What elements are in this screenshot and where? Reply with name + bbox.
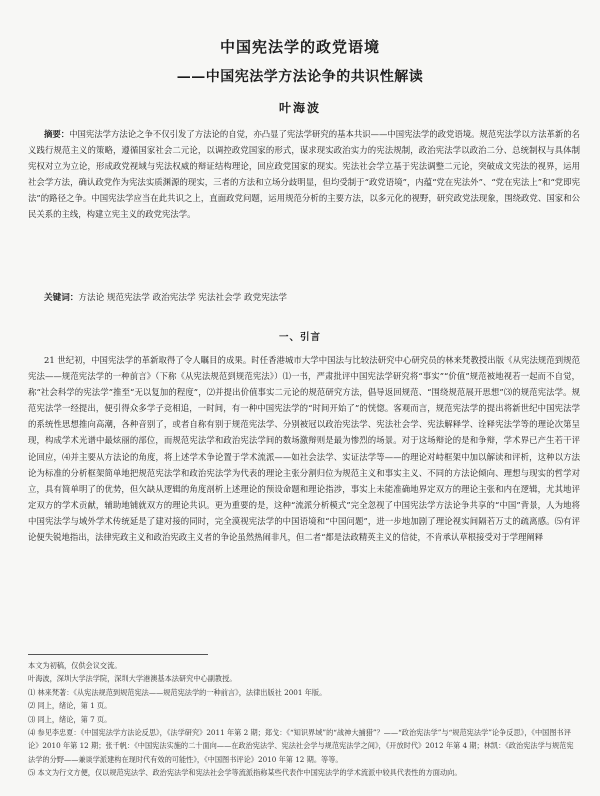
keywords-line <box>44 290 584 306</box>
footnote-item: ⑷ 参见李忠夏：《中国宪法学方法论反思》，《法学研究》2011 年第 2 期；郑戈：《“知识界域”的“战神大捕猎”？——“政治宪法学”与“规范宪法学”论争反思》，《中国图书评论》2010 年第 12 期；张千帆：《中国宪法实施的二十面向——在政治宪法学、宪法社会学与规范宪法学之间》，《开放时代》2012 年第 4 期；林凯：《政治宪法学与规范宪法学的分野——兼谈学派建构在现时代有效的可能性》，《中国图书评论》2010 年第 12 期。等等。 <box>28 728 574 764</box>
page-title: 中国宪法学的政党语境 <box>219 38 380 56</box>
keywords-text: 方法论 规范宪法学 政治宪法学 宪法社会学 政党宪法学 <box>78 293 287 303</box>
footnote-item: 叶海波，深圳大学法学院，深圳大学港澳基本法研究中心副教授。 <box>28 674 237 684</box>
footnote-item: ⑵ 同上，绪论，第 1 页。 <box>28 701 112 711</box>
footnote-divider <box>28 654 208 655</box>
keywords-label: 关键词： <box>44 293 79 303</box>
abstract-paragraph <box>28 126 580 222</box>
abstract-text: 中国宪法学方法论之争不仅引发了方法论的自觉，亦凸显了宪法学研究的基本共识——中国宪法学的政党语境。规范宪法学以方法革新的名义践行规范主义的策略，遵循国家社会二元论，以调控政党国家的形式，谋求现实政治实力的宪法规制，政治宪法学以政治二分、总统制权与具体制宪权对立为立论，形成政党视域与宪法权威的辩证结构理论，回应政党国家的现实。宪法社会学立基于宪法调整二元论，突破成文宪法的视界，运用社会学方法，确认政党作为宪法实质渊源的现实，三者的方法和立场分歧明显，但均受制于“政党语境”，内蕴“党在宪法外”、“党在宪法上”和“党即宪法”的路径之争。中国宪法学应当在此共识之上，直面政党问题，运用规范分析的主要方法，以多元化的视野，研究政党法现象，围绕政党、国家和公民关系的主线，构建立宪主义的政党宪法学。 <box>28 129 580 219</box>
page-subtitle: ——中国宪法学方法论争的共识性解读 <box>176 69 424 85</box>
footnote-item: ⑴ 林来梵著：《从宪法规范到规范宪法——规范宪法学的一种前言》，法律出版社 2001 年版。 <box>28 687 327 697</box>
footnote-item: ⑸ 本文为行文方便，仅以规范宪法学、政治宪法学和宪法社会学等流派指称某些代表作中国宪法学的学术流派中较具代表性的方面动向。 <box>28 768 462 778</box>
footnote-item: 本文为初稿，仅供会议交流。 <box>28 661 122 670</box>
section-heading: 一、引言 <box>278 332 321 343</box>
footnote-item: ⑶ 同上，绪论，第 7 页。 <box>28 714 112 724</box>
body-paragraph: 21 世纪初，中国宪法学的革新取得了令人瞩目的成果。时任香港城市大学中国法与比较法研究中心研究员的林来梵教授出版《从宪法规范到规范宪法——规范宪法学的一种前言》（下称《从宪法规范到规范宪法》）⑴一书，严肃批评中国宪法学研究将“事实”“价值”规范被地视若一起而不自觉，称“社会科学的宪法学”推至“无以复加的程度”，⑵并提出价值事实二元论的规范研究方法，倡导返回规范、“围绕规范展开思想”⑶的规范宪法学。规范宪法学一经提出，便引得众多学子竞相追，一时间，有一种中国宪法学的“时间开始了”的恍惚。客观而言，规范宪法学的提出将新世纪中国宪法学的系统性思想推向高潮，各种音别了，或者自称有别于规范宪法学、分别被冠以政治宪法学、宪法社会学、宪法解释学、诠释宪法学等的理论次第呈现，构成学术光谱中最炫丽的部位，而规范宪法学和政治宪法学间的数场激辩则是最为惨烈的场景。对于这场辩论的是和争辩，学术界已产生若干评论回应，⑷并主要从方法论的角度，将上述学术争论置于学术流派——如社会法学、实证法学等——的理论对峙框架中加以解读和评析，这种以方法论为标准的分析框架简单地把规范宪法学和政治宪法学为代表的理论主张分割归位为规范主义和事实主义、不同的方法论倾向、理想与现实的哲学对立，具有简单明了的优势，但欠缺从逻辑的角度剖析上述理论的预设命题和理论指涉，事实上未能准确地界定双方的理论主张和内在逻辑，尤其地评定双方的学术贡献，辅助地铺就双方的理论共识。更为重要的是，这种“流派分析模式”完全忽视了中国宪法学方法论争共享的“中国”背景，人为地将中国宪法学与域外学术传统延是了建对接的同时，完全漠视宪法学的中国语境和“中国问题”，进一步地加剧了理论视实间隔若万丈的疏离感。⑸有评论便失锐地指出，法律宪政主义和政治宪政主义者的争论虽然热闹非凡，但二者“都是法政精英主义的信徒，不肯承认草根接受对于学理阐释 <box>28 355 580 543</box>
abstract-label: 摘要： <box>44 129 70 139</box>
author-name: 叶海波 <box>278 101 321 115</box>
footnotes-list <box>28 659 580 780</box>
